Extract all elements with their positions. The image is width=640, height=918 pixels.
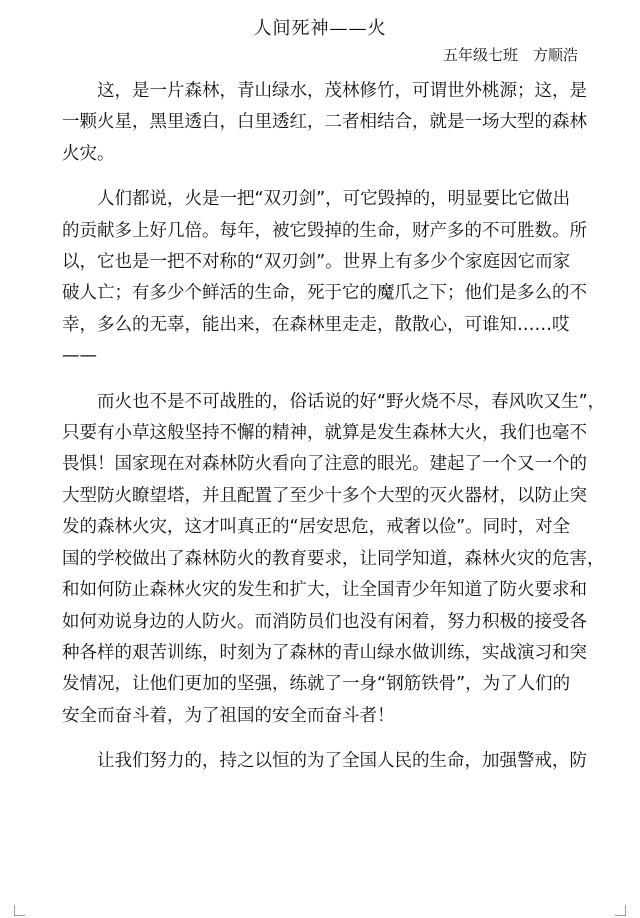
paragraph-2 <box>62 184 587 372</box>
text-line: 种各样的艰苦训练，时刻为了森林的青山绿水做训练，实战演习和突 <box>62 642 587 663</box>
text-line: 发情况，让他们更加的坚强，练就了一身“钢筋铁骨”，为了人们的 <box>62 674 571 695</box>
text-line: 这，是一片森林，青山绿水，茂林修竹，可谓世外桃源；这，是 <box>62 81 587 101</box>
author-line: 五年级七班 方顺浩 <box>442 46 578 64</box>
text-line: 以，它也是一把不对称的“双刃剑”。世界上有多少个家庭因它而家 <box>62 252 571 273</box>
paragraph-1 <box>62 76 587 170</box>
text-line: 和如何防止森林火灾的发生和扩大，让全国青少年知道了防火要求和 <box>62 580 587 601</box>
text-line: 人们都说，火是一把“双刃剑”，可它毁掉的，明显要比它做出 <box>62 189 571 210</box>
page-corner-mark <box>14 905 25 916</box>
text-line: 破人亡；有多少个鲜活的生命，死于它的魔爪之下；他们是多么的不 <box>62 283 587 304</box>
text-line: 大型防火瞭望塔，并且配置了至少十多个大型的灭火器材，以防止突 <box>62 485 587 506</box>
document-body <box>62 76 606 792</box>
text-line: 安全而奋斗着，为了祖国的安全而奋斗者！ <box>62 705 395 726</box>
paragraph-3 <box>62 387 606 732</box>
text-line: 让我们努力的，持之以恒的为了全国人民的生命，加强警戒，防 <box>62 751 587 772</box>
text-line: 如何劝说身边的人防火。而消防员们也没有闲着，努力积极的接受各 <box>62 611 587 632</box>
text-line: 畏惧！国家现在对森林防火看向了注意的眼光。建起了一个又一个的 <box>62 454 587 475</box>
text-line: 幸，多么的无辜，能出来，在森林里走走，散散心，可谁知……哎 <box>62 314 570 335</box>
paragraph-4 <box>62 746 587 777</box>
text-line: 国的学校做出了森林防火的教育要求，让同学知道，森林火灾的危害， <box>62 548 605 569</box>
text-line: 火灾。 <box>62 143 115 164</box>
document-title: 人间死神——火 <box>253 18 387 39</box>
text-line: 发的森林火灾，这才叫真正的“居安思危，戒奢以俭”。同时，对全 <box>62 517 571 538</box>
text-line: 的贡献多上好几倍。每年，被它毁掉的生命，财产多的不可胜数。所 <box>62 220 587 241</box>
text-line: 一颗火星，黑里透白，白里透红，二者相结合，就是一场大型的森林 <box>62 112 587 133</box>
page-corner-mark <box>615 905 626 916</box>
text-line: 而火也不是不可战胜的，俗话说的好“野火烧不尽，春风吹又生”， <box>62 391 606 412</box>
text-line: 只要有小草这般坚持不懈的精神，就算是发生森林大火，我们也毫不 <box>62 423 587 444</box>
text-line: —— <box>62 346 97 367</box>
